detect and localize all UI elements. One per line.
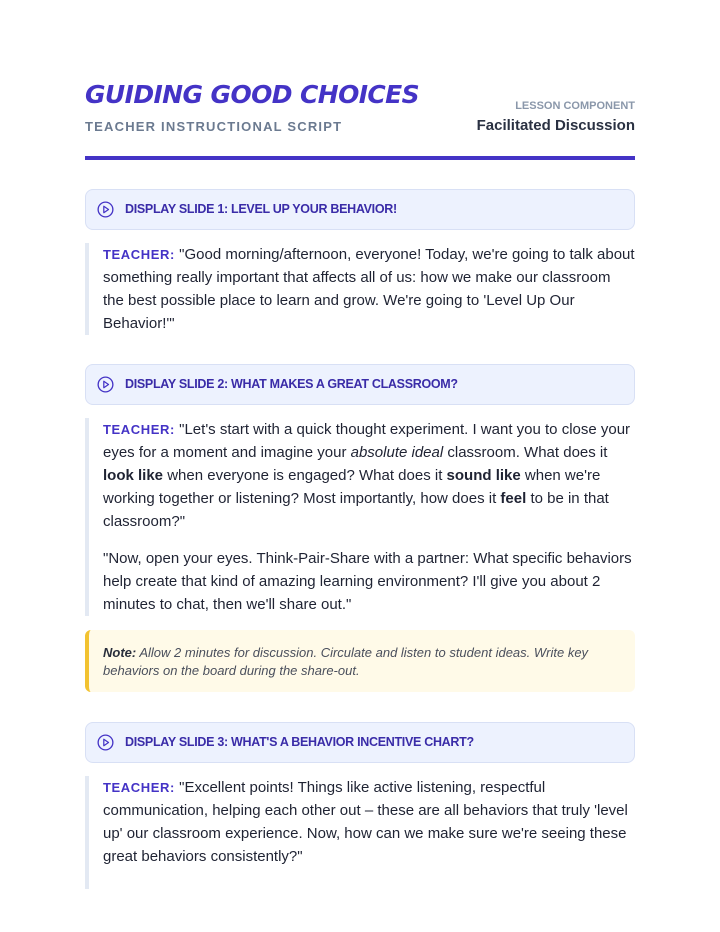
teacher-script-1: [85, 243, 635, 335]
bold-text: look like: [103, 467, 164, 484]
speaker-label: TEACHER:: [103, 247, 175, 262]
slide-banner-2: [85, 364, 635, 405]
script-text: "Good morning/afternoon, everyone! Today, we're going to talk about something really important that affects all of us: how we make our classroom the best possible place to learn and grow. We're going to 'Level Up Our Behavior!'": [103, 246, 635, 332]
teacher-note: [85, 630, 635, 692]
lesson-component-label: LESSON COMPONENT: [515, 100, 635, 112]
script-paragraph: [103, 776, 635, 868]
emphasis-text: absolute ideal: [350, 444, 444, 461]
slide-banner-3: [85, 722, 635, 763]
script-text: "Let's start with a quick thought experiment. I want you to close your eyes for a moment and imagine your: [103, 421, 631, 461]
note-label: Note:: [103, 645, 137, 660]
play-circle-icon: [97, 376, 114, 393]
script-text: when everyone is engaged? What does it: [163, 467, 447, 484]
speaker-label: TEACHER:: [103, 780, 175, 795]
slide-title: DISPLAY SLIDE 2: WHAT MAKES A GREAT CLASSROOM?: [125, 377, 458, 391]
slide-title: DISPLAY SLIDE 1: LEVEL UP YOUR BEHAVIOR!: [125, 202, 397, 216]
script-paragraph: [103, 418, 635, 533]
script-text: classroom. What does it: [443, 444, 608, 461]
slide-title: DISPLAY SLIDE 3: WHAT'S A BEHAVIOR INCENTIVE CHART?: [125, 735, 474, 749]
lesson-page: [85, 0, 635, 865]
lesson-component-value: Facilitated Discussion: [476, 117, 635, 134]
script-text: "Now, open your eyes. Think-Pair-Share with a partner: What specific behaviors help create that kind of amazing learning environment? I'll give you about 2 minutes to chat, then we'll share out.": [103, 550, 632, 613]
bold-text: sound like: [446, 467, 521, 484]
script-text: when we're working together or listening? Most importantly, how does it: [103, 467, 601, 507]
note-text: Allow 2 minutes for discussion. Circulate and listen to student ideas. Write key behaviors on the board during the share-out.: [103, 645, 589, 678]
slide-banner-1: [85, 189, 635, 230]
script-paragraph: [103, 547, 635, 616]
page-subtitle: TEACHER INSTRUCTIONAL SCRIPT: [85, 119, 343, 134]
script-paragraph: [103, 243, 635, 335]
teacher-script-3: [85, 776, 635, 889]
play-circle-icon: [97, 734, 114, 751]
script-text: to be in that classroom?": [103, 490, 609, 530]
teacher-script-2: [85, 418, 635, 616]
bold-text: feel: [500, 490, 527, 507]
page-header: [85, 0, 635, 160]
play-circle-icon: [97, 201, 114, 218]
speaker-label: TEACHER:: [103, 422, 175, 437]
page-title: GUIDING GOOD CHOICES: [85, 80, 420, 109]
header-divider: [85, 156, 635, 160]
script-text: "Excellent points! Things like active listening, respectful communication, helping each other out – these are all behaviors that truly 'level up' our classroom experience. Now, how can we make sure we're seeing these great behaviors consistently?": [103, 779, 628, 865]
